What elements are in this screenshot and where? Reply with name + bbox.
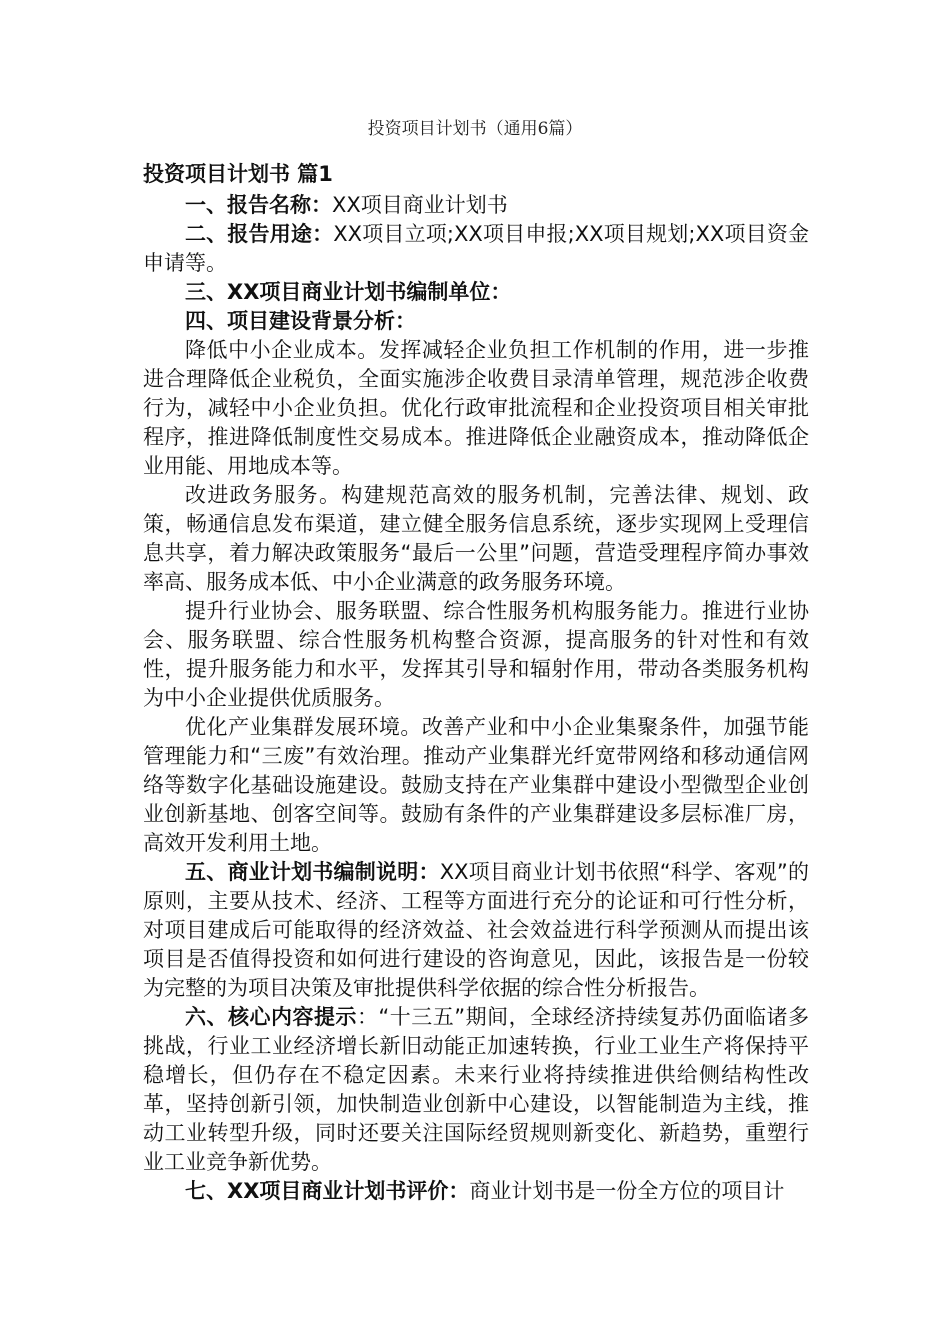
paragraph-label: 六、核心内容提示: [185, 1005, 357, 1029]
section-heading: 投资项目计划书 篇1: [143, 162, 333, 186]
paragraph-text: XX项目立项;XX项目申报;XX项目规划;XX项目资金申请等。: [143, 222, 809, 275]
paragraph-government-services: [143, 481, 809, 597]
paragraph-label: 二、报告用途：: [185, 222, 334, 246]
paragraph-text: ：“十三五”期间，全球经济持续复苏仍面临诸多挑战，行业工业经济增长新旧动能正加速转换，行业工业生产将保持平稳增长，但仍存在不稳定因素。未来行业将持续推进供给侧结构性改革，坚持创新引领，加快制造业创新中心建设，以智能制造为主线，推动工业转型升级，同时还要关注国际经贸规则新变化、新趋势，重塑行业工业竞争新优势。: [143, 1005, 810, 1174]
paragraph-label: 五、商业计划书编制说明：: [185, 860, 440, 884]
paragraph-industrial-clusters: [143, 713, 809, 858]
paragraph-text: 降低中小企业成本。发挥减轻企业负担工作机制的作用，进一步推进合理降低企业税负，全面实施涉企收费目录清单管理，规范涉企收费行为，减轻中小企业负担。优化行政审批流程和企业投资项目相关审批程序，推进降低制度性交易成本。推进降低企业融资成本，推动降低企业用能、用地成本等。: [143, 338, 809, 478]
paragraph-text: 优化产业集群发展环境。改善产业和中小企业集聚条件，加强节能管理能力和“三废”有效治理。推动产业集群光纤宽带网络和移动通信网络等数字化基础设施建设。鼓励支持在产业集群中建设小型微型企业创业创新基地、创客空间等。鼓励有条件的产业集群建设多层标准厂房，高效开发利用土地。: [143, 715, 809, 855]
paragraph-evaluation: [143, 1177, 809, 1206]
paragraph-text: XX项目商业计划书依照“科学、客观”的原则，主要从技术、经济、工程等方面进行充分的论证和可行性分析，对项目建成后可能取得的经济效益、社会效益进行科学预测从而提出该项目是否值得投资和如何进行建设的咨询意见，因此，该报告是一份较为完整的为项目决策及审批提供科学依据的综合性分析报告。: [143, 860, 810, 1000]
paragraph-label: 七、XX项目商业计划书评价：: [185, 1179, 470, 1203]
paragraph-compiling-notes: [143, 858, 809, 1003]
paragraph-core-content: [143, 1003, 809, 1177]
paragraph-report-purpose: [143, 220, 809, 278]
paragraph-label: 四、项目建设背景分析：: [185, 309, 416, 333]
paragraph-label: 一、报告名称：: [185, 193, 332, 217]
paragraph-text: 提升行业协会、服务联盟、综合性服务机构服务能力。推进行业协会、服务联盟、综合性服务机构整合资源，提高服务的针对性和有效性，提升服务能力和水平，发挥其引导和辐射作用，带动各类服务机构为中小企业提供优质服务。: [143, 599, 809, 710]
paragraph-text: 改进政务服务。构建规范高效的服务机制，完善法律、规划、政策，畅通信息发布渠道，建立健全服务信息系统，逐步实现网上受理信息共享，着力解决政策服务“最后一公里”问题，营造受理程序简办事效率高、服务成本低、中小企业满意的政务服务环境。: [143, 483, 809, 594]
paragraph-compiling-unit: [143, 278, 809, 307]
paragraph-background-heading: [143, 307, 809, 336]
paragraph-service-capacity: [143, 597, 809, 713]
paragraph-text: 商业计划书是一份全方位的项目计: [469, 1179, 785, 1203]
document-title: 投资项目计划书（通用6篇）: [367, 119, 583, 139]
paragraph-report-name: [143, 191, 809, 220]
paragraph-text: XX项目商业计划书: [332, 193, 508, 217]
document-body: [143, 160, 809, 1206]
paragraph-label: 三、XX项目商业计划书编制单位：: [185, 280, 512, 304]
paragraph-reduce-costs: [143, 336, 809, 481]
